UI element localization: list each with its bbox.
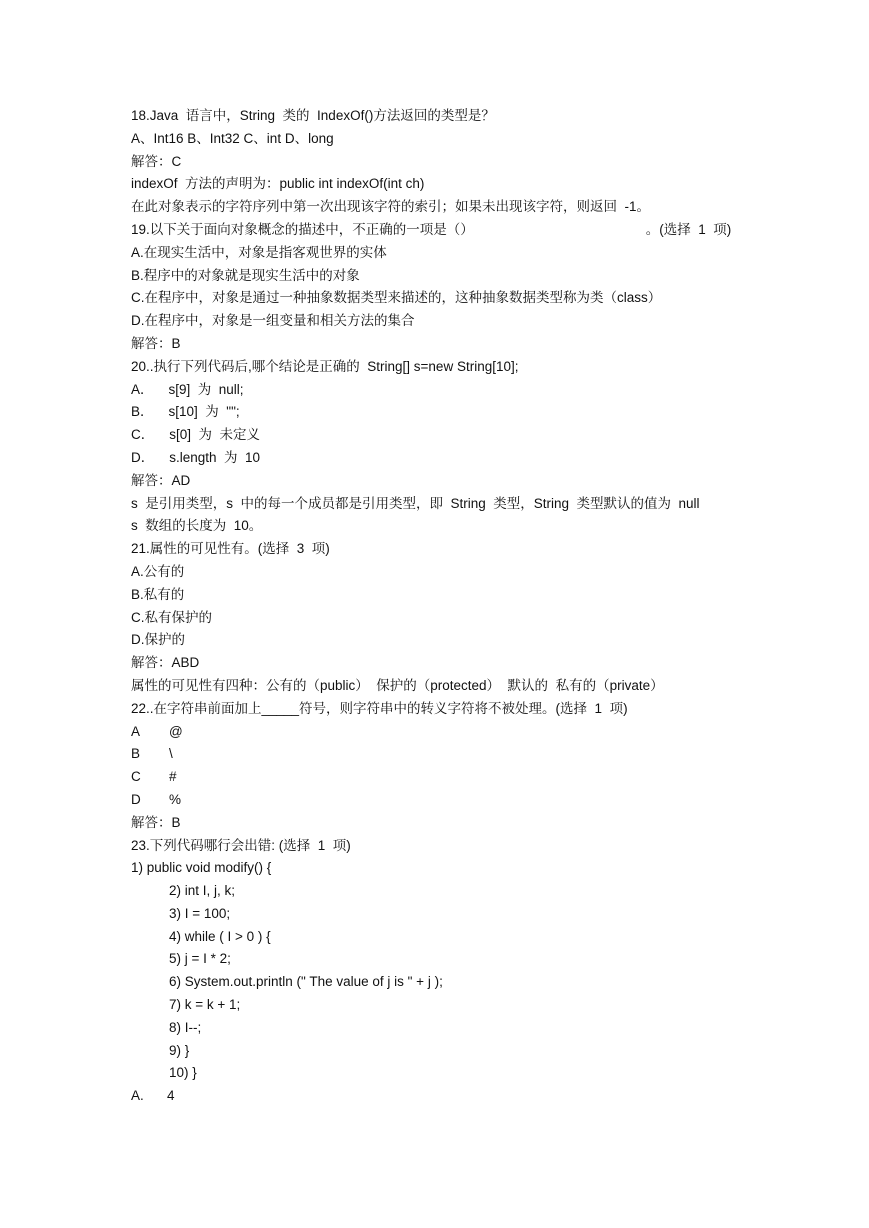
option-value: @ — [169, 723, 183, 739]
text-line — [131, 926, 771, 949]
line-text: 解答：ABD — [131, 655, 200, 671]
text-line — [131, 652, 771, 675]
option-value: % — [169, 791, 182, 807]
line-text: C.在程序中，对象是通过一种抽象数据类型来描述的，这种抽象数据类型称为类（class） — [131, 290, 662, 306]
line-text: 20..执行下列代码后,哪个结论是正确的 String[] s=new String[10]; — [131, 358, 519, 374]
text-line — [131, 493, 771, 516]
text-line — [131, 721, 771, 744]
line-text: 解答：C — [131, 153, 182, 169]
text-line — [131, 447, 771, 470]
line-text: B． s[10] 为 ""; — [131, 404, 240, 420]
line-text: 21.属性的可见性有。(选择 3 项) — [131, 541, 330, 557]
text-line — [131, 584, 771, 607]
text-line — [131, 151, 771, 174]
option-value: # — [169, 769, 177, 785]
line-text: 19.以下关于面向对象概念的描述中，不正确的一项是（） — [131, 221, 474, 237]
line-text: 9) } — [169, 1042, 190, 1058]
line-text: D.保护的 — [131, 632, 185, 648]
text-line — [131, 561, 771, 584]
line-text: s 是引用类型，s 中的每一个成员都是引用类型，即 String 类型，String 类型默认的值为 null — [131, 495, 700, 511]
text-line — [131, 1040, 771, 1063]
text-line — [131, 379, 771, 402]
document-body — [131, 105, 771, 1108]
line-suffix: 。(选择 1 项) — [645, 221, 732, 237]
line-text: A.公有的 — [131, 563, 185, 579]
line-text: 3) I = 100; — [169, 905, 231, 921]
text-line — [131, 903, 771, 926]
text-line — [131, 812, 771, 835]
option-letter: A — [131, 723, 141, 739]
line-text: 6) System.out.println (" The value of j is " + j ); — [169, 974, 443, 990]
text-line — [131, 173, 771, 196]
text-line — [131, 835, 771, 858]
text-line — [131, 789, 771, 812]
option-value: \ — [169, 746, 173, 762]
text-line — [131, 1062, 771, 1085]
text-line — [131, 675, 771, 698]
line-text: 解答：B — [131, 335, 181, 351]
text-line — [131, 515, 771, 538]
text-line — [131, 356, 771, 379]
line-text: 2) int I, j, k; — [169, 883, 236, 899]
text-line — [131, 105, 771, 128]
line-text: 18.Java 语言中，String 类的 IndexOf()方法返回的类型是？ — [131, 108, 495, 123]
text-line — [131, 333, 771, 356]
line-text: D． s.length 为 10 — [131, 449, 261, 465]
option-letter: B — [131, 746, 141, 762]
text-line — [131, 698, 771, 721]
text-line — [131, 1085, 771, 1108]
line-text: 在此对象表示的字符序列中第一次出现该字符的索引；如果未出现该字符，则返回 -1。 — [131, 199, 651, 215]
option-letter: A. — [131, 1088, 144, 1104]
line-text: 1) public void modify() { — [131, 860, 272, 876]
line-text: A． s[9] 为 null; — [131, 381, 244, 397]
option-letter: D — [131, 791, 141, 807]
line-text: 22..在字符串前面加上_____符号，则字符串中的转义字符将不被处理。(选择 1 项) — [131, 700, 628, 716]
line-text: 8) I--; — [169, 1019, 202, 1035]
line-text: B.程序中的对象就是现实生活中的对象 — [131, 267, 360, 283]
text-line — [131, 880, 771, 903]
line-text: 属性的可见性有四种：公有的（public） 保护的（protected） 默认的 私有的（private） — [131, 677, 664, 693]
line-text: 4) while ( I > 0 ) { — [169, 928, 271, 944]
text-line — [131, 470, 771, 493]
line-text: A、Int16 B、Int32 C、int D、long — [131, 130, 334, 146]
line-text: 10) } — [169, 1065, 197, 1081]
text-line — [131, 265, 771, 288]
text-line — [131, 1017, 771, 1040]
line-text: 解答：AD — [131, 472, 191, 488]
line-text: s 数组的长度为 10。 — [131, 518, 263, 534]
line-text: D.在程序中，对象是一组变量和相关方法的集合 — [131, 313, 415, 329]
text-line — [131, 994, 771, 1017]
text-line — [131, 128, 771, 151]
option-value: 4 — [167, 1088, 175, 1104]
text-line — [131, 948, 771, 971]
line-text: 23.下列代码哪行会出错: (选择 1 项) — [131, 837, 351, 853]
text-line — [131, 857, 771, 880]
line-text: A.在现实生活中，对象是指客观世界的实体 — [131, 244, 387, 260]
line-text: B.私有的 — [131, 586, 185, 602]
text-line — [131, 743, 771, 766]
line-text: 5) j = I * 2; — [169, 951, 231, 967]
line-text: C． s[0] 为 未定义 — [131, 427, 261, 443]
text-line — [131, 607, 771, 630]
option-letter: C — [131, 769, 141, 785]
text-line — [131, 401, 771, 424]
text-line — [131, 766, 771, 789]
text-line — [131, 310, 771, 333]
text-line — [131, 629, 771, 652]
text-line — [131, 538, 771, 561]
text-line — [131, 242, 771, 265]
line-text: 解答：B — [131, 814, 181, 830]
text-line — [131, 971, 771, 994]
text-line — [131, 196, 771, 219]
line-text: C.私有保护的 — [131, 609, 212, 625]
line-text: indexOf 方法的声明为：public int indexOf(int ch) — [131, 176, 425, 192]
text-line — [131, 219, 771, 242]
line-text: 7) k = k + 1; — [169, 997, 241, 1013]
text-line — [131, 424, 771, 447]
text-line — [131, 287, 771, 310]
